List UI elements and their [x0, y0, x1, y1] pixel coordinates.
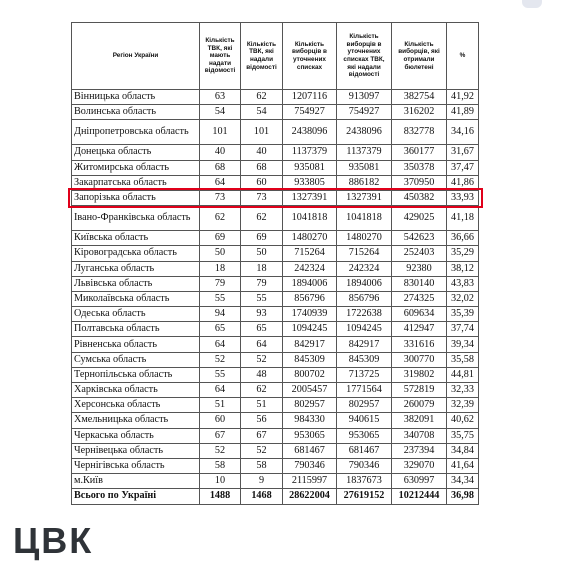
cell-percent: 35,29 — [447, 246, 479, 261]
cell-region: Рівненська область — [72, 337, 200, 352]
cell-region: Луганська область — [72, 261, 200, 276]
cell-region: м.Київ — [72, 474, 200, 489]
cell-tvk-expected: 55 — [200, 367, 241, 382]
header-tvk-reported: Кількість ТВК, які надали відомості — [241, 23, 283, 90]
cell-tvk-expected: 64 — [200, 337, 241, 352]
cell-voters-reported-tvk: 2438096 — [337, 120, 392, 145]
cell-percent: 32,02 — [447, 291, 479, 306]
table-row — [72, 206, 479, 231]
cell-ballots-received: 92380 — [392, 261, 447, 276]
cell-percent: 37,47 — [447, 160, 479, 175]
cell-tvk-reported: 62 — [241, 90, 283, 105]
cell-tvk-expected: 64 — [200, 383, 241, 398]
cell-ballots-received: 350378 — [392, 160, 447, 175]
table-row — [72, 474, 479, 489]
table-row — [72, 175, 479, 190]
cell-tvk-expected: 62 — [200, 206, 241, 231]
cell-tvk-expected: 58 — [200, 458, 241, 473]
cell-tvk-expected: 52 — [200, 443, 241, 458]
table-row — [72, 352, 479, 367]
table-row — [72, 367, 479, 382]
cell-tvk-expected: 79 — [200, 276, 241, 291]
cell-voters-reported-tvk: 1837673 — [337, 474, 392, 489]
cell-ballots-received: 360177 — [392, 145, 447, 160]
cell-percent: 41,92 — [447, 90, 479, 105]
cell-tvk-expected: 67 — [200, 428, 241, 443]
cell-voters-lists: 842917 — [283, 337, 337, 352]
cell-ballots-received: 542623 — [392, 231, 447, 246]
cell-percent: 40,62 — [447, 413, 479, 428]
cell-ballots-received: 609634 — [392, 307, 447, 322]
cell-region: Львівська область — [72, 276, 200, 291]
cell-percent: 41,89 — [447, 105, 479, 120]
cell-percent: 39,34 — [447, 337, 479, 352]
cell-tvk-reported: 67 — [241, 428, 283, 443]
cell-voters-reported-tvk: 1894006 — [337, 276, 392, 291]
table-row — [72, 190, 479, 205]
cell-tvk-expected: 65 — [200, 322, 241, 337]
total-cell-ballots-received: 10212444 — [392, 489, 447, 504]
header-percent: % — [447, 23, 479, 90]
table-row — [72, 337, 479, 352]
cell-ballots-received: 572819 — [392, 383, 447, 398]
cell-tvk-expected: 55 — [200, 291, 241, 306]
results-table — [71, 22, 479, 505]
cell-voters-reported-tvk: 1137379 — [337, 145, 392, 160]
cell-voters-reported-tvk: 713725 — [337, 367, 392, 382]
table-row — [72, 291, 479, 306]
table-row — [72, 120, 479, 145]
cell-tvk-expected: 50 — [200, 246, 241, 261]
cell-voters-lists: 1137379 — [283, 145, 337, 160]
cell-tvk-expected: 101 — [200, 120, 241, 145]
cell-region: Закарпатська область — [72, 175, 200, 190]
cell-ballots-received: 630997 — [392, 474, 447, 489]
cell-ballots-received: 429025 — [392, 206, 447, 231]
cell-percent: 37,74 — [447, 322, 479, 337]
table-row — [72, 105, 479, 120]
cell-tvk-reported: 79 — [241, 276, 283, 291]
cell-voters-reported-tvk: 886182 — [337, 175, 392, 190]
cell-voters-lists: 2438096 — [283, 120, 337, 145]
cell-tvk-expected: 54 — [200, 105, 241, 120]
cell-voters-lists: 1041818 — [283, 206, 337, 231]
cell-ballots-received: 340708 — [392, 428, 447, 443]
cell-region: Дніпропетровська область — [72, 120, 200, 145]
cell-percent: 34,34 — [447, 474, 479, 489]
table-row — [72, 398, 479, 413]
cell-tvk-expected: 69 — [200, 231, 241, 246]
table-row — [72, 246, 479, 261]
cell-region: Сумська область — [72, 352, 200, 367]
cell-region: Донецька область — [72, 145, 200, 160]
cell-voters-lists: 933805 — [283, 175, 337, 190]
cell-region: Запорізька область — [72, 190, 200, 205]
cell-percent: 36,66 — [447, 231, 479, 246]
cell-voters-lists: 2005457 — [283, 383, 337, 398]
cell-ballots-received: 382754 — [392, 90, 447, 105]
cell-voters-lists: 681467 — [283, 443, 337, 458]
cell-voters-reported-tvk: 754927 — [337, 105, 392, 120]
cell-tvk-reported: 64 — [241, 337, 283, 352]
cell-ballots-received: 450382 — [392, 190, 447, 205]
cell-region: Чернігівська область — [72, 458, 200, 473]
cell-tvk-expected: 18 — [200, 261, 241, 276]
cell-region: Одеська область — [72, 307, 200, 322]
table-row — [72, 413, 479, 428]
cell-region: Волинська область — [72, 105, 200, 120]
cell-voters-reported-tvk: 913097 — [337, 90, 392, 105]
cell-tvk-reported: 52 — [241, 352, 283, 367]
cell-region: Миколаївська область — [72, 291, 200, 306]
table-row — [72, 276, 479, 291]
table-row — [72, 428, 479, 443]
total-cell-voters-lists: 28622004 — [283, 489, 337, 504]
cell-ballots-received: 300770 — [392, 352, 447, 367]
cell-region: Харківська область — [72, 383, 200, 398]
cell-voters-lists: 715264 — [283, 246, 337, 261]
header-region: Регіон України — [72, 23, 200, 90]
header-voters-lists: Кількість виборців в уточнених списках — [283, 23, 337, 90]
cell-ballots-received: 329070 — [392, 458, 447, 473]
cell-ballots-received: 274325 — [392, 291, 447, 306]
cell-voters-reported-tvk: 1041818 — [337, 206, 392, 231]
cell-ballots-received: 832778 — [392, 120, 447, 145]
total-cell-region: Всього по Україні — [72, 489, 200, 504]
cell-voters-reported-tvk: 802957 — [337, 398, 392, 413]
cell-tvk-reported: 50 — [241, 246, 283, 261]
table-body — [72, 90, 479, 505]
cell-tvk-expected: 52 — [200, 352, 241, 367]
cell-percent: 35,39 — [447, 307, 479, 322]
cell-voters-lists: 790346 — [283, 458, 337, 473]
cell-region: Хмельницька область — [72, 413, 200, 428]
cell-voters-reported-tvk: 940615 — [337, 413, 392, 428]
cell-voters-lists: 242324 — [283, 261, 337, 276]
cell-voters-reported-tvk: 1327391 — [337, 190, 392, 205]
cell-region: Київська область — [72, 231, 200, 246]
cell-percent: 32,39 — [447, 398, 479, 413]
cell-tvk-reported: 52 — [241, 443, 283, 458]
cell-region: Херсонська область — [72, 398, 200, 413]
cell-region: Житомирська область — [72, 160, 200, 175]
cell-voters-reported-tvk: 790346 — [337, 458, 392, 473]
cell-tvk-expected: 40 — [200, 145, 241, 160]
cell-percent: 34,84 — [447, 443, 479, 458]
cell-percent: 41,64 — [447, 458, 479, 473]
corner-watermark — [522, 0, 542, 8]
cell-percent: 41,86 — [447, 175, 479, 190]
table-row — [72, 231, 479, 246]
cell-tvk-reported: 60 — [241, 175, 283, 190]
cell-percent: 41,18 — [447, 206, 479, 231]
cell-region: Івано-Франківська область — [72, 206, 200, 231]
cell-percent: 35,75 — [447, 428, 479, 443]
cell-voters-lists: 800702 — [283, 367, 337, 382]
cell-ballots-received: 412947 — [392, 322, 447, 337]
cell-voters-lists: 1094245 — [283, 322, 337, 337]
cell-percent: 32,33 — [447, 383, 479, 398]
cell-voters-lists: 802957 — [283, 398, 337, 413]
table-row — [72, 90, 479, 105]
table-row — [72, 443, 479, 458]
cell-ballots-received: 252403 — [392, 246, 447, 261]
cell-tvk-reported: 55 — [241, 291, 283, 306]
cell-tvk-reported: 51 — [241, 398, 283, 413]
cell-percent: 43,83 — [447, 276, 479, 291]
cell-tvk-reported: 62 — [241, 206, 283, 231]
cell-tvk-reported: 58 — [241, 458, 283, 473]
table-row — [72, 458, 479, 473]
cell-voters-lists: 984330 — [283, 413, 337, 428]
cell-tvk-reported: 73 — [241, 190, 283, 205]
header-ballots-received: Кількість виборців, які отримали бюлетені — [392, 23, 447, 90]
cell-voters-reported-tvk: 842917 — [337, 337, 392, 352]
cell-tvk-reported: 68 — [241, 160, 283, 175]
table-row — [72, 160, 479, 175]
cell-voters-lists: 856796 — [283, 291, 337, 306]
table-row — [72, 145, 479, 160]
cell-voters-lists: 935081 — [283, 160, 337, 175]
cell-percent: 34,16 — [447, 120, 479, 145]
cell-ballots-received: 830140 — [392, 276, 447, 291]
cell-voters-reported-tvk: 953065 — [337, 428, 392, 443]
cell-percent: 44,81 — [447, 367, 479, 382]
cell-voters-lists: 1740939 — [283, 307, 337, 322]
cell-voters-reported-tvk: 1722638 — [337, 307, 392, 322]
cell-voters-reported-tvk: 845309 — [337, 352, 392, 367]
total-row — [72, 489, 479, 504]
table-row — [72, 322, 479, 337]
cell-percent: 35,58 — [447, 352, 479, 367]
cell-ballots-received: 237394 — [392, 443, 447, 458]
table-row — [72, 383, 479, 398]
header-row — [72, 23, 479, 90]
total-cell-percent: 36,98 — [447, 489, 479, 504]
cell-voters-lists: 845309 — [283, 352, 337, 367]
cell-voters-reported-tvk: 681467 — [337, 443, 392, 458]
cell-voters-lists: 1480270 — [283, 231, 337, 246]
cell-voters-lists: 1327391 — [283, 190, 337, 205]
header-tvk-expected: Кількість ТВК, які мають надати відомості — [200, 23, 241, 90]
cell-voters-reported-tvk: 1771564 — [337, 383, 392, 398]
cell-tvk-reported: 101 — [241, 120, 283, 145]
cell-region: Черкаська область — [72, 428, 200, 443]
cell-voters-reported-tvk: 856796 — [337, 291, 392, 306]
cell-region: Вінницька область — [72, 90, 200, 105]
cell-region: Тернопільська область — [72, 367, 200, 382]
cell-percent: 33,93 — [447, 190, 479, 205]
total-cell-voters-reported-tvk: 27619152 — [337, 489, 392, 504]
cell-voters-reported-tvk: 715264 — [337, 246, 392, 261]
cell-percent: 38,12 — [447, 261, 479, 276]
cell-tvk-reported: 56 — [241, 413, 283, 428]
cell-ballots-received: 319802 — [392, 367, 447, 382]
cell-tvk-reported: 48 — [241, 367, 283, 382]
cell-ballots-received: 331616 — [392, 337, 447, 352]
total-cell-tvk-expected: 1488 — [200, 489, 241, 504]
total-cell-tvk-reported: 1468 — [241, 489, 283, 504]
cell-ballots-received: 370950 — [392, 175, 447, 190]
cell-voters-lists: 953065 — [283, 428, 337, 443]
cell-voters-reported-tvk: 1094245 — [337, 322, 392, 337]
cell-percent: 31,67 — [447, 145, 479, 160]
cell-tvk-reported: 9 — [241, 474, 283, 489]
cell-tvk-reported: 65 — [241, 322, 283, 337]
cell-region: Кіровоградська область — [72, 246, 200, 261]
cell-tvk-reported: 54 — [241, 105, 283, 120]
cell-ballots-received: 260079 — [392, 398, 447, 413]
cell-region: Чернівецька область — [72, 443, 200, 458]
cell-tvk-expected: 68 — [200, 160, 241, 175]
cell-voters-lists: 754927 — [283, 105, 337, 120]
cell-tvk-reported: 93 — [241, 307, 283, 322]
cell-tvk-reported: 18 — [241, 261, 283, 276]
cell-tvk-reported: 62 — [241, 383, 283, 398]
table-row — [72, 307, 479, 322]
cell-voters-lists: 2115997 — [283, 474, 337, 489]
cell-tvk-expected: 51 — [200, 398, 241, 413]
cell-tvk-expected: 73 — [200, 190, 241, 205]
cell-ballots-received: 316202 — [392, 105, 447, 120]
table-row — [72, 261, 479, 276]
cell-tvk-reported: 40 — [241, 145, 283, 160]
cell-tvk-reported: 69 — [241, 231, 283, 246]
cell-voters-reported-tvk: 242324 — [337, 261, 392, 276]
cell-ballots-received: 382091 — [392, 413, 447, 428]
header-voters-reported-tvk: Кількість виборців в уточнених списках ТВК, які надали відомості — [337, 23, 392, 90]
cell-voters-lists: 1207116 — [283, 90, 337, 105]
cell-region: Полтавська область — [72, 322, 200, 337]
cell-tvk-expected: 63 — [200, 90, 241, 105]
cell-tvk-expected: 10 — [200, 474, 241, 489]
cvk-logo: ЦВК — [13, 520, 94, 561]
cell-voters-lists: 1894006 — [283, 276, 337, 291]
cell-tvk-expected: 60 — [200, 413, 241, 428]
cell-voters-reported-tvk: 935081 — [337, 160, 392, 175]
cell-voters-reported-tvk: 1480270 — [337, 231, 392, 246]
cell-tvk-expected: 64 — [200, 175, 241, 190]
cell-tvk-expected: 94 — [200, 307, 241, 322]
